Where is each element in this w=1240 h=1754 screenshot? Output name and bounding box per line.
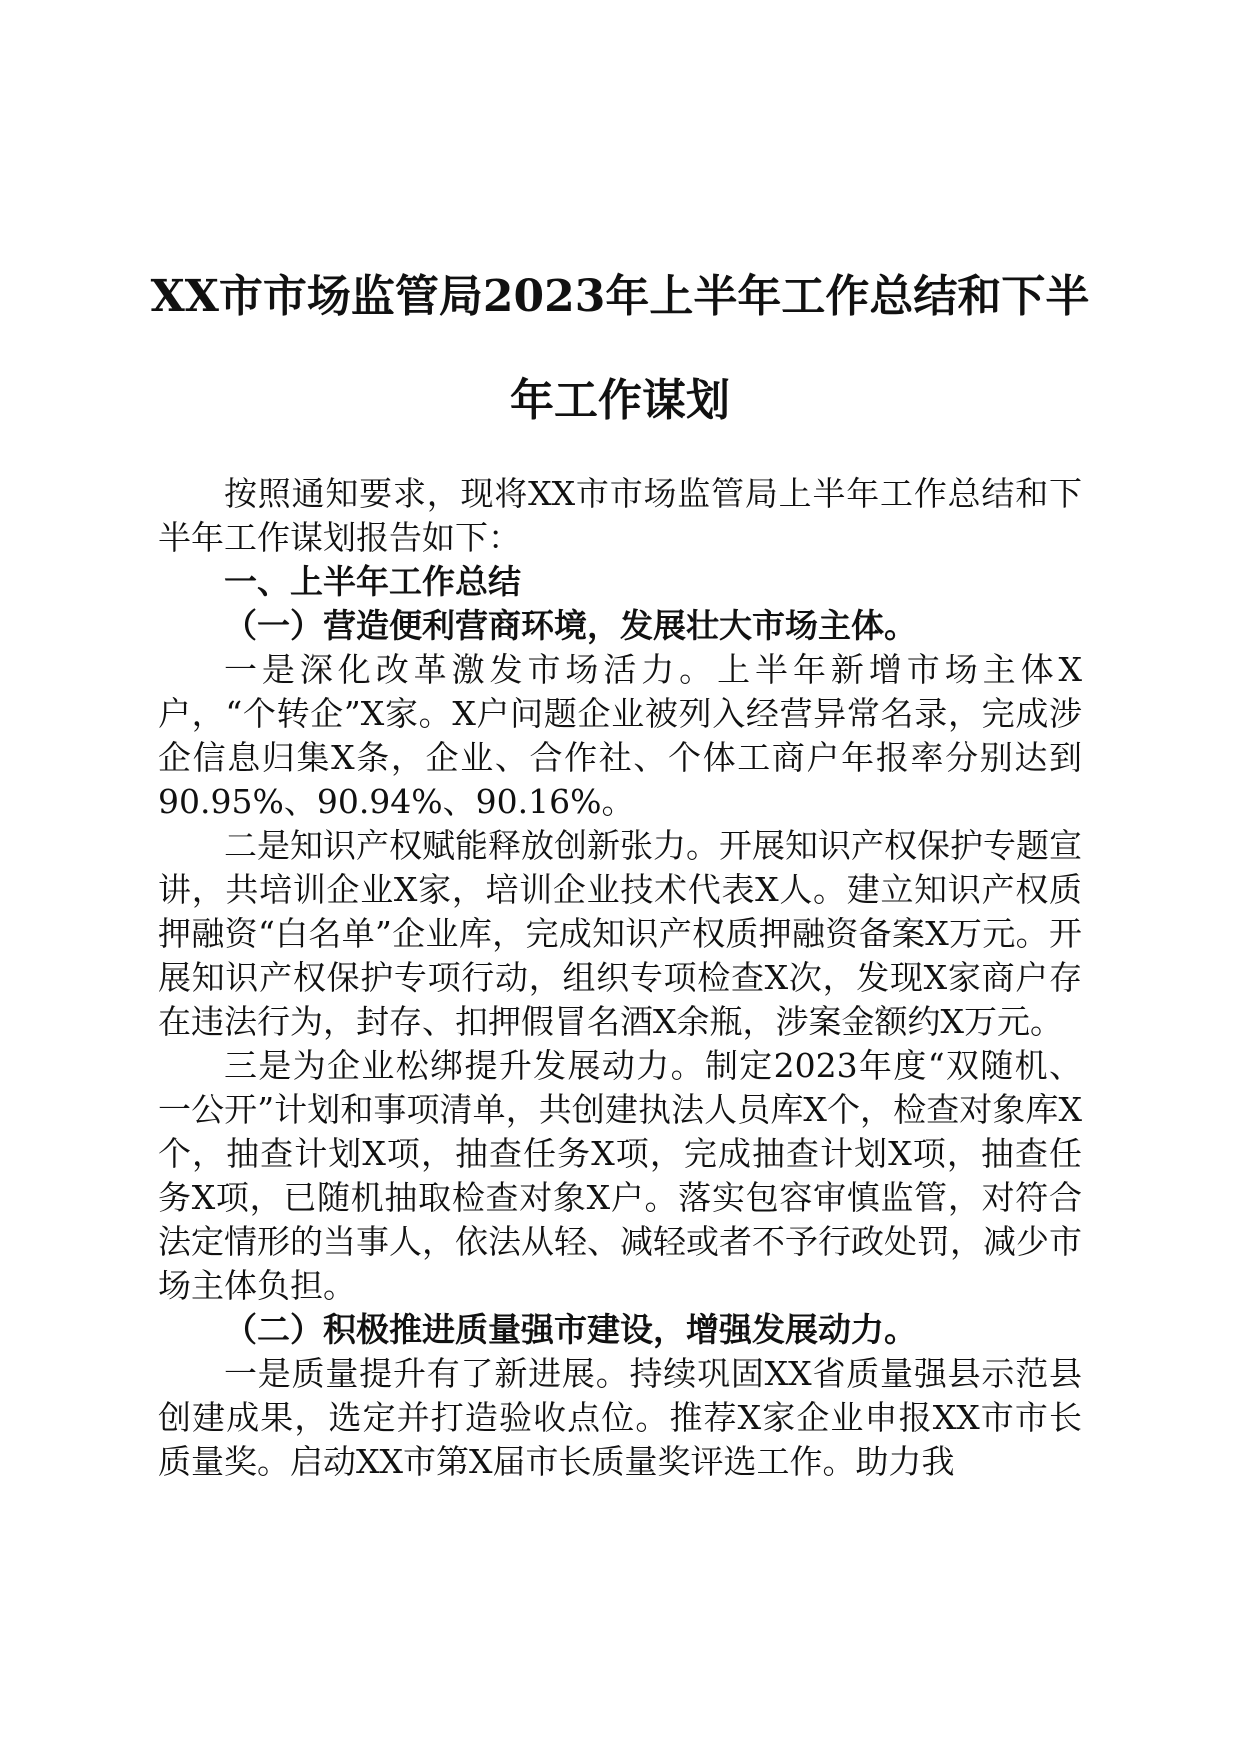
section-heading-1: 一、上半年工作总结 — [224, 562, 521, 601]
document-body — [158, 472, 1082, 1484]
paragraph-ip: 二是知识产权赋能释放创新张力。开展知识产权保护专题宣讲，共培训企业X家，培训企业技术代表X人。建立知识产权质押融资“白名单”企业库，完成知识产权质押融资备案X万元。开展知识产权保护专项行动，组织专项检查X次，发现X家商户存在违法行为，封存、扣押假冒名酒X余瓶，涉案金额约X万元。 — [158, 826, 1082, 1041]
intro-paragraph: 按照通知要求，现将XX市市场监管局上半年工作总结和下半年工作谋划报告如下： — [158, 474, 1082, 557]
subsection-heading-1: （一）营造便利营商环境，发展壮大市场主体。 — [224, 606, 917, 645]
subsection-heading-2: （二）积极推进质量强市建设，增强发展动力。 — [224, 1310, 917, 1349]
paragraph-enterprise: 三是为企业松绑提升发展动力。制定2023年度“双随机、一公开”计划和事项清单，共创建执法人员库X个，检查对象库X个，抽查计划X项，抽查任务X项，完成抽查计划X项，抽查任务X项，已随机抽取检查对象X户。落实包容审慎监管，对符合法定情形的当事人，依法从轻、减轻或者不予行政处罚，减少市场主体负担。 — [158, 1046, 1082, 1305]
document-title: XX市市场监管局2023年上半年工作总结和下半年工作谋划 — [150, 271, 1090, 426]
paragraph-quality: 一是质量提升有了新进展。持续巩固XX省质量强县示范县创建成果，选定并打造验收点位。推荐X家企业申报XX市市长质量奖。启动XX市第X届市长质量奖评选工作。助力我 — [158, 1354, 1082, 1481]
paragraph-reform: 一是深化改革激发市场活力。上半年新增市场主体X户，“个转企”X家。X户问题企业被列入经营异常名录，完成涉企信息归集X条，企业、合作社、个体工商户年报率分别达到90.95%、90.94%、90.16%。 — [158, 650, 1082, 821]
